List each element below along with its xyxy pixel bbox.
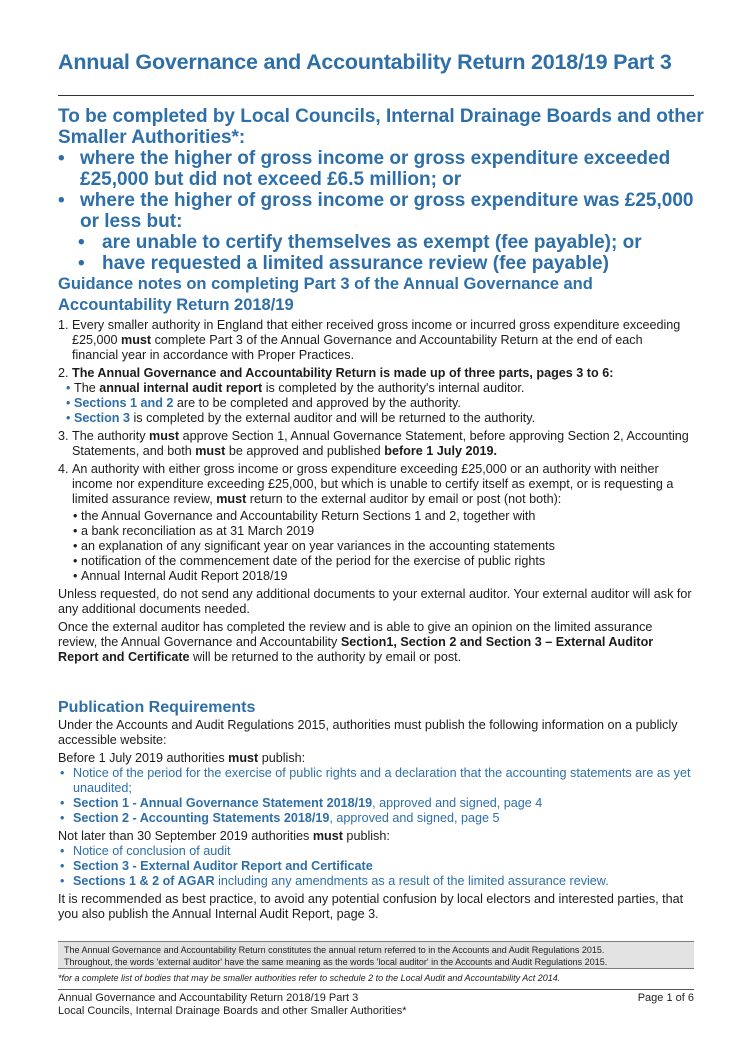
intro-bullet: • where the higher of gross income or gross expenditure was £25,000 or less but: xyxy=(58,190,694,232)
guidance-heading: Guidance notes on completing Part 3 of the Annual Governance and Accountability Return 2018/19 xyxy=(58,275,593,314)
page-title: Annual Governance and Accountability Return 2018/19 Part 3 xyxy=(58,50,672,74)
guidance-paragraph: Unless requested, do not send any additional documents to your external auditor. Your external auditor will ask for any additional documents needed. xyxy=(58,587,692,616)
guidance-notes xyxy=(58,318,692,665)
guidance-note: 1. Every smaller authority in England that either received gross income or incurred gross expenditure exceeding £25,000 must complete Part 3 of the Annual Governance and Accountability Return at the end of each financial year in accordance with Proper Practices. xyxy=(58,318,681,362)
return-item: • an explanation of any significant year on year variances in the accounting statements xyxy=(73,539,555,553)
footer-document-title: Annual Governance and Accountability Return 2018/19 Part 3 Local Councils, Internal Drainage Boards and other Smaller Authorities* xyxy=(58,992,407,1017)
page-number: Page 1 of 6 xyxy=(637,992,694,1004)
footnote: *for a complete list of bodies that may be smaller authorities refer to schedule 2 to the Local Audit and Accountability Act 2014. xyxy=(58,973,561,983)
return-item: • notification of the commencement date of the period for the exercise of public rights xyxy=(73,554,546,568)
publication-recommendation: It is recommended as best practice, to avoid any potential confusion by local electors and interested parties, that you also publish the Annual Internal Audit Report, page 3. xyxy=(58,892,684,921)
note-sub-bullet: • Sections 1 and 2 are to be completed and approved by the authority. xyxy=(66,396,461,410)
publication-bullet: • Sections 1 & 2 of AGAR including any amendments as a result of the limited assurance review. xyxy=(60,874,609,888)
publication-bullet: • Section 2 - Accounting Statements 2018/19, approved and signed, page 5 xyxy=(60,811,500,825)
intro-sub-bullet: • have requested a limited assurance review (fee payable) xyxy=(78,253,609,274)
publication-bullet: • Notice of the period for the exercise of public rights and a declaration that the accounting statements are as yet unaudited; xyxy=(60,766,691,795)
title-divider xyxy=(58,95,694,96)
intro-bullet: • where the higher of gross income or gross expenditure exceeded £25,000 but did not exceed £6.5 million; or xyxy=(58,148,671,190)
definitions-box xyxy=(58,941,694,969)
definitions-line: The Annual Governance and Accountability Return constitutes the annual return referred to in the Accounts and Audit Regulations 2015. xyxy=(64,945,605,955)
note-sub-bullet: • The annual internal audit report is completed by the authority's internal auditor. xyxy=(66,381,525,395)
publication-bullet: • Notice of conclusion of audit xyxy=(60,844,231,858)
intro-heading: To be completed by Local Councils, Internal Drainage Boards and other Smaller Authorities*: xyxy=(58,106,704,148)
publication-bullet: • Section 1 - Annual Governance Statement 2018/19, approved and signed, page 4 xyxy=(60,796,543,810)
intro-section xyxy=(58,106,708,274)
publication-heading: Publication Requirements xyxy=(58,699,256,716)
note-sub-bullet: • Section 3 is completed by the external auditor and will be returned to the authority. xyxy=(66,411,536,425)
definitions-line: Throughout, the words 'external auditor' have the same meaning as the words 'local auditor' in the Accounts and Audit Regulations 2015. xyxy=(64,957,608,967)
guidance-note: 2. The Annual Governance and Accountability Return is made up of three parts, pages 3 to 6: xyxy=(58,366,614,380)
publication-deadline: Not later than 30 September 2019 authorities must publish: xyxy=(58,829,390,843)
return-item: • Annual Internal Audit Report 2018/19 xyxy=(73,569,288,583)
publication-section xyxy=(58,718,692,922)
guidance-note: 4. An authority with either gross income or gross expenditure exceeding £25,000 or an authority with neither income nor expenditure exceeding £25,000, but which is unable to certify itself as exempt, or is requesting a limited assurance review, must return to the external auditor by email or post (not both): xyxy=(58,462,674,506)
publication-bullet: • Section 3 - External Auditor Report and Certificate xyxy=(60,859,373,873)
return-item: • the Annual Governance and Accountability Return Sections 1 and 2, together with xyxy=(73,509,536,523)
guidance-paragraph: Once the external auditor has completed the review and is able to give an opinion on the limited assurance review, the Annual Governance and Accountability Section1, Section 2 and Section 3 – External Auditor Report and Certificate will be returned to the authority by email or post. xyxy=(58,620,654,664)
guidance-note: 3. The authority must approve Section 1, Annual Governance Statement, before approving Section 2, Accounting Statements, and both must be approved and published before 1 July 2019. xyxy=(58,429,689,458)
publication-deadline: Before 1 July 2019 authorities must publish: xyxy=(58,751,306,765)
publication-intro: Under the Accounts and Audit Regulations 2015, authorities must publish the following information on a publicly accessible website: xyxy=(58,718,678,747)
return-item: • a bank reconciliation as at 31 March 2019 xyxy=(73,524,315,538)
footer-divider xyxy=(58,989,694,990)
intro-sub-bullet: • are unable to certify themselves as exempt (fee payable); or xyxy=(78,232,642,253)
